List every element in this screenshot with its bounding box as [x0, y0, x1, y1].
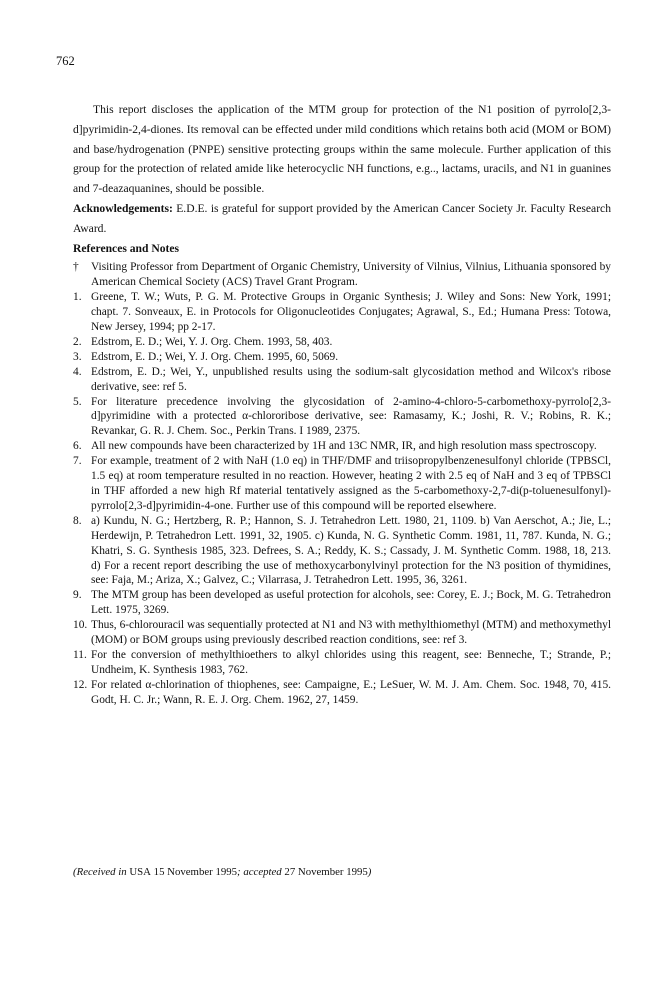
reference-text: Greene, T. W.; Wuts, P. G. M. Protective Groups in Organic Synthesis; J. Wiley and Sons: New York, 1991; chapt. 7. Sonveaux, E. in Protocols for Oligonucleotides Conjugates; Agrawal, S., Ed.; Humana Press: Totowa, New Jersey, 1994; pp 2-17.: [91, 291, 611, 333]
reference-item: [73, 648, 611, 678]
reference-item: [73, 350, 611, 365]
reference-marker: 10.: [73, 619, 88, 632]
reference-item: [73, 618, 611, 648]
reference-marker: 3.: [73, 350, 82, 363]
reference-text: Edstrom, E. D.; Wei, Y., unpublished results using the sodium-salt glycosidation method and Wilcox's ribose derivative, see: ref 5.: [91, 365, 611, 393]
acknowledgements-label: Acknowledgements:: [73, 201, 173, 215]
references-list: [73, 260, 611, 707]
accepted-date: 27 November 1995: [284, 866, 368, 878]
reference-text: a) Kundu, N. G.; Hertzberg, R. P.; Hannon, S. J. Tetrahedron Lett. 1980, 21, 1109. b) Van Aerschot, A.; Jie, L.; Herdewijn, P. Tetrahedron Lett. 1991, 32, 1905. c) Kunda, N. G. Synthetic Comm. 1981, 11, 787. Kunda, N. G.; Khatri, S. G. Synthesis 1985, 323. Defrees, S. A.; Reddy, K. S.; Cassady, J. M. Synthetic Comm. 1988, 18, 213. d) For a recent report describing the use of methoxycarbonylvinyl protection for the N3 position of thymidines, see: Faja, M.; Ariza, X.; Galvez, C.; Vilarrasa, J. Tetrahedron Lett. 1995, 36, 3261.: [91, 514, 611, 587]
reference-text: All new compounds have been characterized by 1H and 13C NMR, IR, and high resolution mass spectroscopy.: [91, 440, 597, 453]
received-country: USA: [129, 866, 151, 878]
page-number: 762: [56, 54, 75, 68]
reference-item: [73, 395, 611, 440]
reference-text: Edstrom, E. D.; Wei, Y. J. Org. Chem. 1993, 58, 403.: [91, 335, 333, 348]
received-line: [73, 866, 371, 878]
body-paragraph: This report discloses the application of the MTM group for protection of the N1 position of pyrrolo[2,3-d]pyrimidin-2,4-diones. Its removal can be effected under mild conditions which retains both acid (MOM or BOM) and base/hydrogenation (PNPE) sensitive protecting groups within the same molecule. Further application of this group for the protection of related amide like heterocyclic NH functions, e.g.., lactams, uracils, and N1 in guanines and 7-deazaquanines, should be possible.: [73, 103, 611, 196]
reference-text: For example, treatment of 2 with NaH (1.0 eq) in THF/DMF and triisopropylbenzenesulfonyl chloride (TPBSCl, 1.5 eq) at room temperature resulted in no reaction. However, heating 2 with 2.5 eq of NaH and 3 eq of TPBSCl in THF afforded a new high Rf material tentatively assigned as the 5-carbomethoxy-2,7-di(p-toluenesulfonyl)-pyrrolo[2,3-d]pyrimidin-4-one. Further use of this compound will be reported elsewhere.: [91, 455, 611, 512]
reference-marker: 5.: [73, 395, 82, 408]
reference-text: For literature precedence involving the glycosidation of 2-amino-4-chloro-5-carbomethoxy-pyrrolo[2,3-d]pyrimidine with a protected α-chlororibose derivative, see: Ramasamy, K.; Joshi, R. V.; Robins, R. K.; Revankar, G. R. J. Chem. Soc., Perkin Trans. I 1989, 2375.: [91, 395, 611, 438]
reference-item: [73, 514, 611, 589]
reference-item: [73, 678, 611, 708]
reference-marker: 9.: [73, 589, 82, 602]
reference-marker: 11.: [73, 648, 87, 661]
reference-item: [73, 439, 611, 454]
acknowledgements-text: E.D.E. is grateful for support provided by the American Cancer Society Jr. Faculty Research Award.: [73, 201, 611, 235]
reference-item: [73, 260, 611, 290]
reference-text: Thus, 6-chlorouracil was sequentially protected at N1 and N3 with methylthiomethyl (MTM) and methoxymethyl (MOM) or BOM groups using previously described reaction conditions, see: ref 3.: [91, 619, 611, 647]
received-prefix: (Received in: [73, 866, 127, 878]
reference-marker: 8.: [73, 514, 82, 527]
reference-marker: 6.: [73, 440, 82, 453]
reference-text: The MTM group has been developed as useful protection for alcohols, see: Corey, E. J.; Bock, M. G. Tetrahedron Lett. 1975, 3269.: [91, 589, 611, 617]
reference-marker: †: [73, 261, 79, 274]
reference-text: For related α-chlorination of thiophenes, see: Campaigne, E.; LeSuer, W. M. J. Am. Chem. Soc. 1948, 70, 415. Godt, H. C. Jr.; Wann, R. E. J. Org. Chem. 1962, 27, 1459.: [91, 678, 611, 706]
reference-marker: 1.: [73, 291, 82, 304]
reference-item: [73, 365, 611, 395]
received-date: 15 November 1995: [153, 866, 238, 878]
reference-item: [73, 454, 611, 514]
reference-text: Visiting Professor from Department of Organic Chemistry, University of Vilnius, Vilnius, Lithuania sponsored by American Chemical Society (ACS) Travel Grant Program.: [91, 261, 611, 289]
acknowledgements: [73, 199, 611, 239]
reference-item: [73, 588, 611, 618]
received-suffix: ): [367, 866, 372, 878]
reference-marker: 7.: [73, 455, 82, 468]
reference-marker: 12.: [73, 678, 88, 691]
main-text: [73, 100, 611, 708]
reference-text: For the conversion of methylthioethers to alkyl chlorides using this reagent, see: Benneche, T.; Strande, P.; Undheim, K. Synthesis 1983, 762.: [91, 648, 611, 676]
reference-item: [73, 335, 611, 350]
reference-text: Edstrom, E. D.; Wei, Y. J. Org. Chem. 1995, 60, 5069.: [91, 350, 339, 363]
reference-marker: 2.: [73, 335, 82, 348]
accepted-label: ; accepted: [237, 866, 282, 878]
reference-marker: 4.: [73, 365, 82, 378]
reference-item: [73, 290, 611, 335]
references-heading: References and Notes: [73, 241, 180, 255]
